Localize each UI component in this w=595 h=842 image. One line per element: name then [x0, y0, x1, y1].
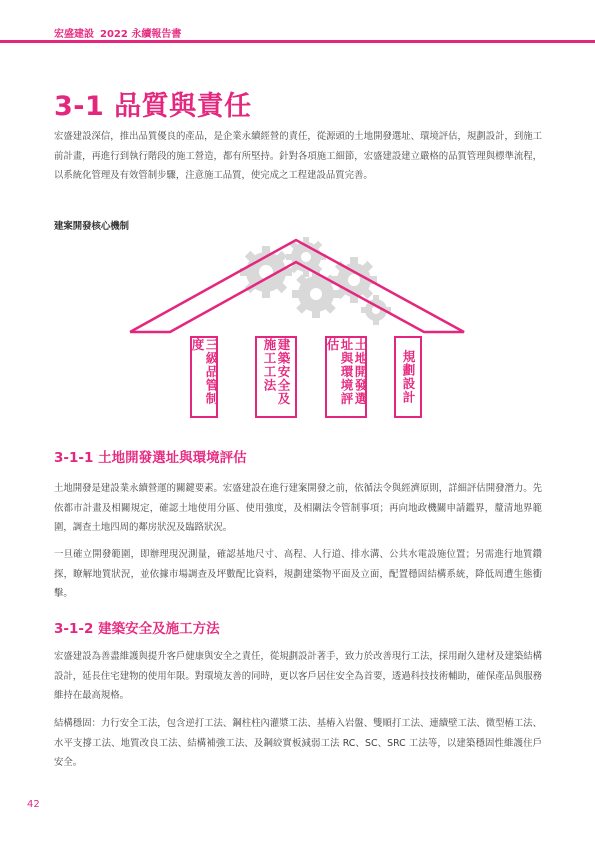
page-header: [0, 0, 595, 46]
header-brand: [54, 25, 181, 40]
diagram-label: 建案開發核心機制: [54, 221, 130, 232]
subsection-2-paragraph-2: 結構穩固：力行安全工法，包含逆打工法、鋼柱柱內灌漿工法、基樁入岩盤、雙順打工法、連續壁工法、微型樁工法、水平支撐工法、地質改良工法、結構補強工法、及鋼絞實板減弱工法 RC、SC、SRC 工法等，以建築穩固性維護住戶安全。: [54, 718, 542, 769]
header-report-title: 2022 永續報告書: [100, 29, 182, 40]
pillar-quality-control: 三級品管制度: [190, 336, 218, 418]
pillar-construction-safety: 建築安全及施工工法: [255, 336, 297, 418]
page-number: 42: [27, 799, 40, 810]
pillar-land-development: 土地開發選址與環境評估: [325, 336, 367, 418]
subsection-1-title: 3-1-1 土地開發選址與環境評估: [54, 450, 247, 466]
header-rule: [0, 40, 595, 43]
subsection-1-paragraph-1: 土地開發是建設業永續營運的關鍵要素。宏盛建設在進行建案開發之前，依循法令與經濟原則，詳細評估開發潛力。先依都市計畫及相關規定，確認土地使用分區、使用強度，及相關法令管制事項；再向地政機關申請鑑界，釐清地界範圍，調查土地四周的鄰房狀況及臨路狀況。: [54, 483, 542, 534]
section-title: 3-1 品質與責任: [54, 91, 252, 122]
subsection-2-title: 3-1-2 建築安全及施工方法: [54, 621, 220, 637]
intro-paragraph: 宏盛建設深信，推出品質優良的產品，是企業永續經營的責任，從源頭的土地開發選址、環境評估，規劃設計，到施工前計畫，再進行到執行階段的施工營造，都有所堅持。針對各項施工細節，宏盛建設建立嚴格的品質管理與標準流程，以系統化管理及有效管制步驟，注意施工品質，使完成之工程建設品質完善。: [54, 131, 542, 182]
subsection-2-paragraph-1: 宏盛建設為善盡維護與提升客戶健康與安全之責任，從規劃設計著手，致力於改善現行工法，採用耐久建材及建築結構設計，延長住宅建物的使用年限。對環境友善的同時，更以客戶居住安全為首要，透過科技技術輔助，確保產品與服務維持在最高規格。: [54, 651, 542, 702]
core-mechanism-diagram: [118, 232, 478, 436]
subsection-1-paragraph-2: 一旦確立開發範圍，即辦理現況測量，確認基地尺寸、高程、人行道、排水溝、公共水電設施位置；另需進行地質鑽探，瞭解地質狀況，並依據市場調查及坪數配比資料，規劃建築物平面及立面，配置穩固結構系統，降低周遭生態衝擊。: [54, 549, 542, 600]
roof-outline: [130, 240, 464, 332]
house-diagram-graphic: [118, 232, 478, 436]
pillar-planning-design: 規劃設計: [394, 336, 422, 418]
header-company: 宏盛建設: [54, 29, 94, 40]
